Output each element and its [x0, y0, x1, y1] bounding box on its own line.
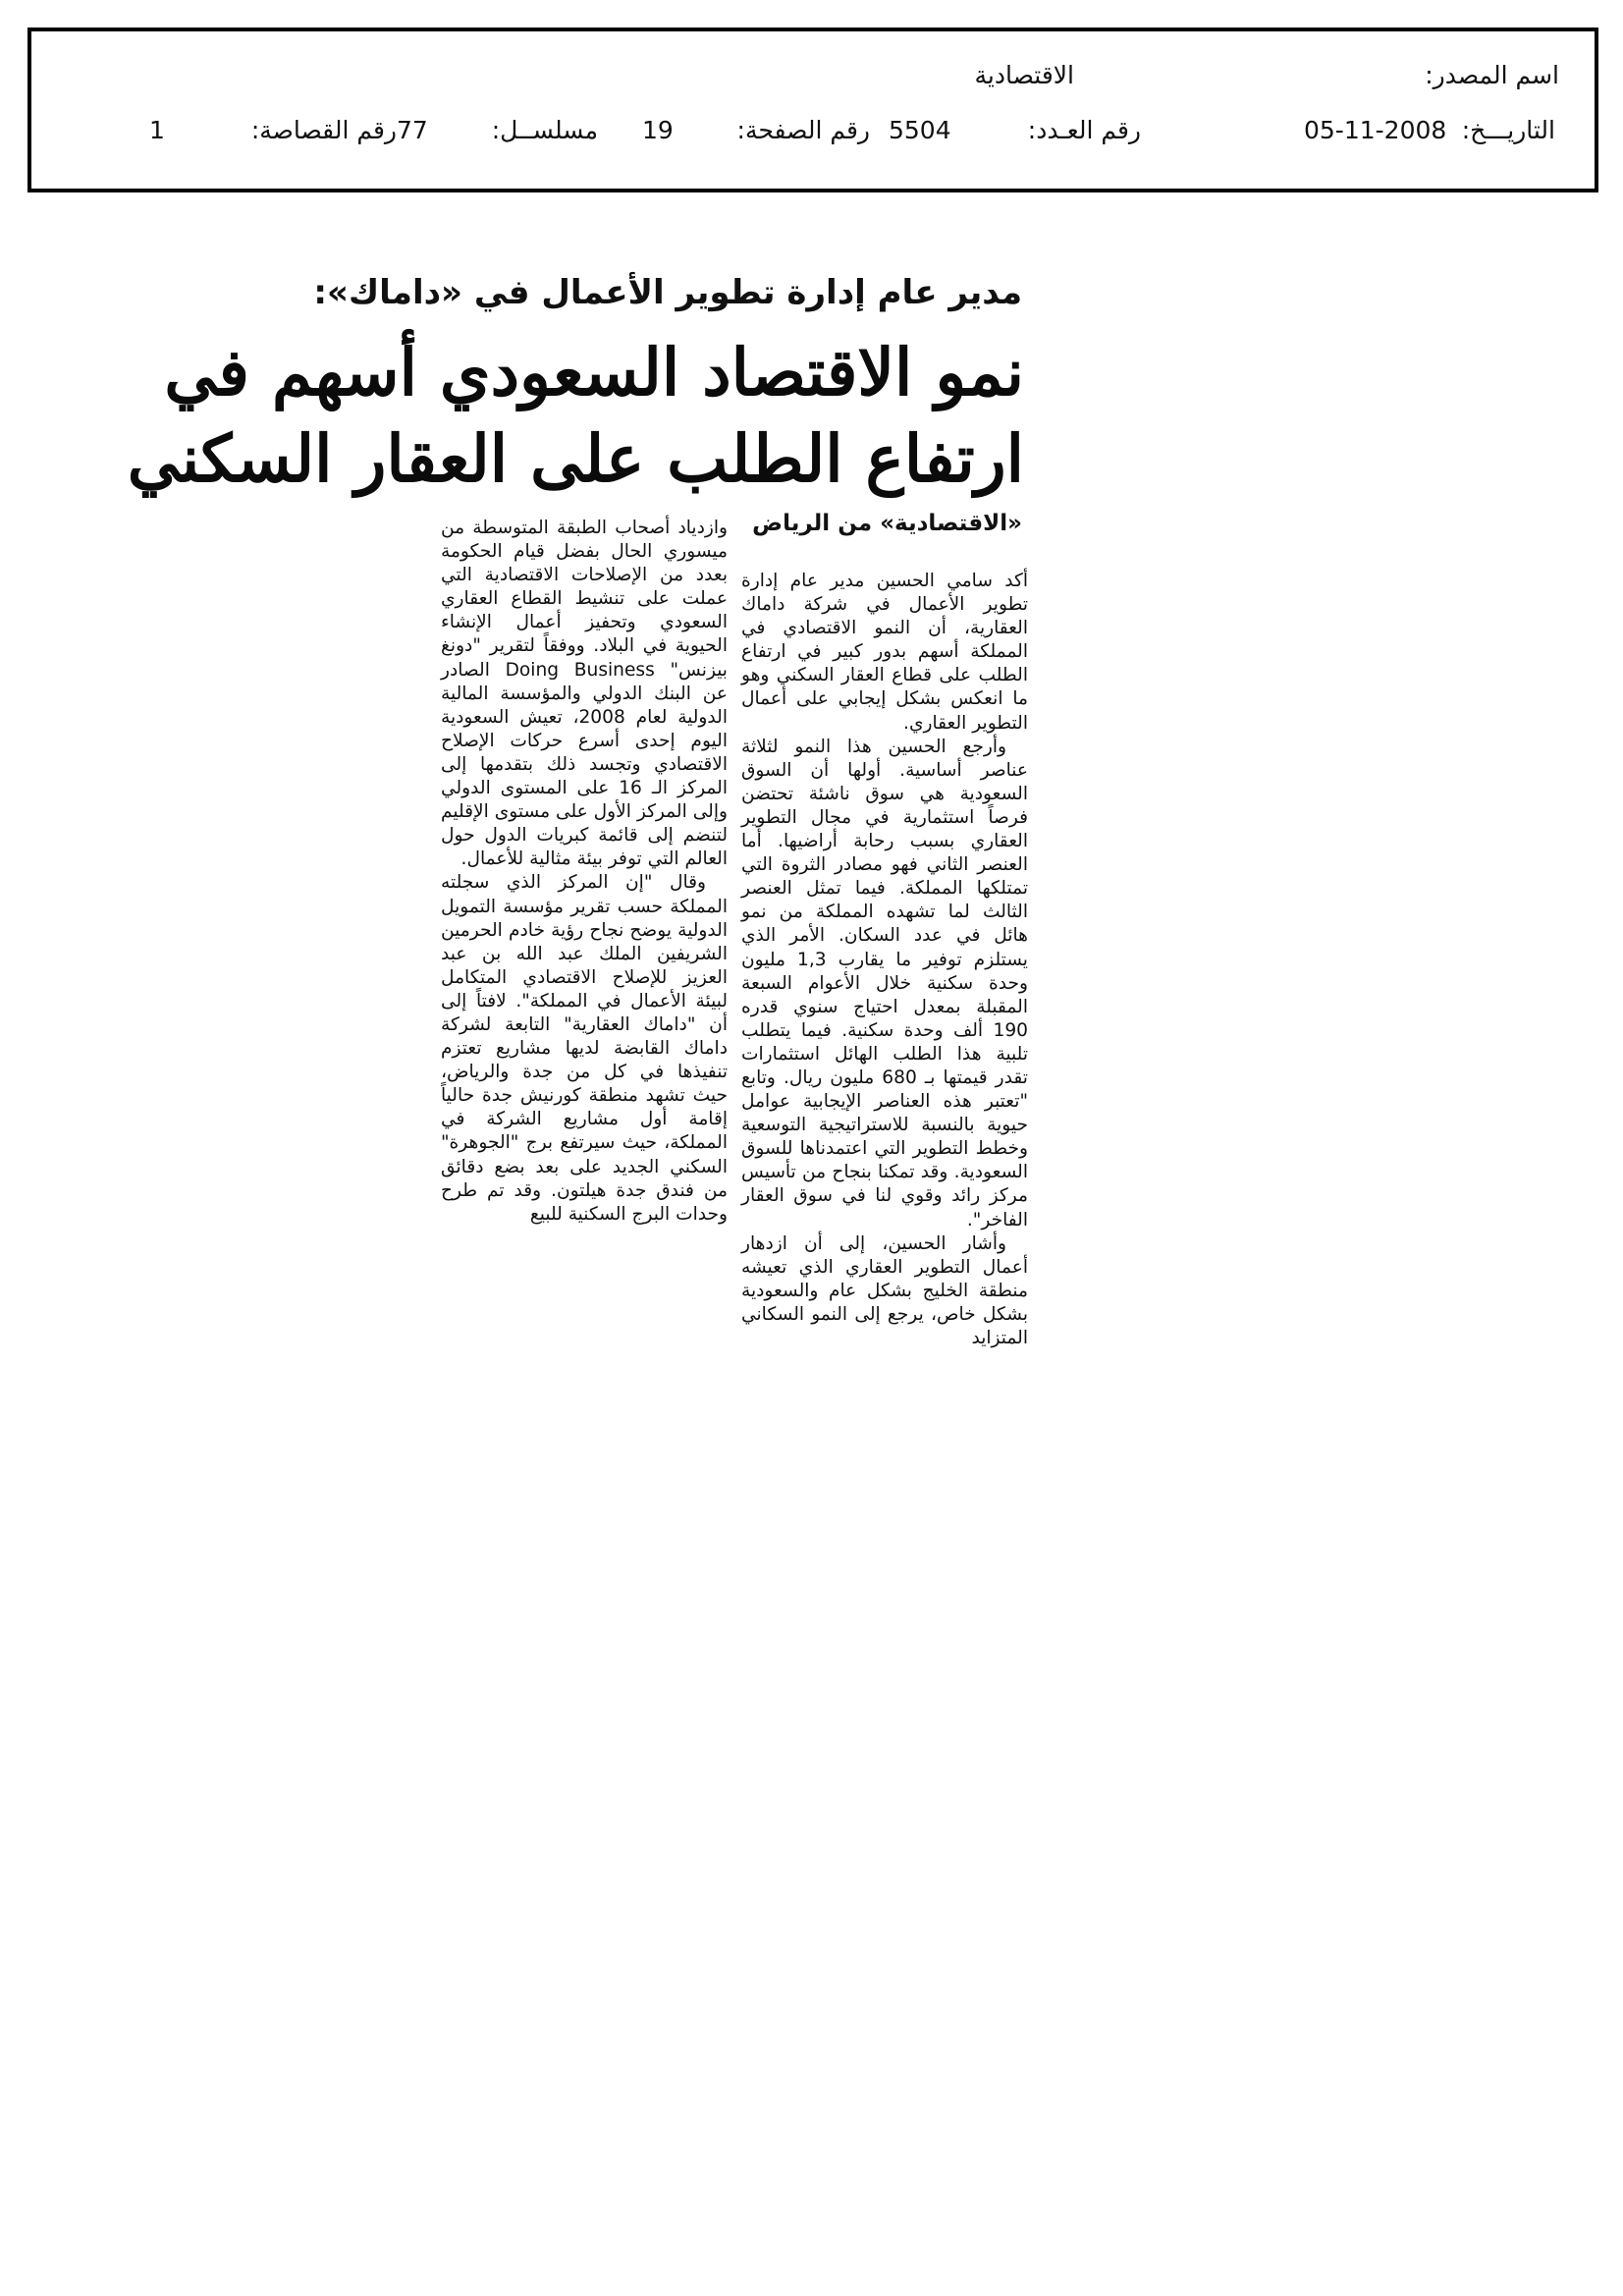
headline-line-1: نمو الاقتصاد السعودي أسهم في: [164, 334, 1024, 410]
date-label: التاريـــخ:: [1461, 116, 1555, 144]
column-cut-edge: [741, 1565, 1028, 1585]
newspaper-clipping: [127, 257, 1032, 1585]
page-value: 19: [642, 116, 674, 144]
article-column-right: [741, 570, 1028, 1585]
serial-label: مسلســل:: [491, 116, 598, 144]
source-label: اسم المصدر:: [1425, 61, 1559, 89]
column-cut-edge: [441, 1565, 728, 1585]
headline-line-2: ارتفاع الطلب على العقار السكني: [127, 420, 1024, 497]
paragraph: وقال "إن المركز الذي سجلته المملكة حسب تقرير مؤسسة التمويل الدولية يوضح نجاح رؤية خادم الحرمين الشريفين الملك عبد الله بن عبد العزيز للإصلاح الاقتصادي المتكامل لبيئة الأعمال في المملكة". لافتاً إلى أن "داماك العقارية" التابعة لشركة داماك القابضة لديها مشاريع تعتزم تنفيذها في كل من جدة والرياض، حيث تشهد منطقة كورنيش جدة حالياً إقامة أول مشاريع الشركة في المملكة، حيث سيرتفع برج "الجوهرة" السكني الجديد على بعد بضع دقائق من فندق جدة هيلتون. وقد تم طرح وحدات البرج السكنية للبيع: [441, 872, 728, 1225]
serial-value: 77: [397, 116, 428, 144]
paragraph: وأشار الحسين، إلى أن ازدهار أعمال التطوير العقاري الذي تعيشه منطقة الخليج بشكل عام والسعودية بشكل خاص، يرجع إلى النمو السكاني المتزايد: [741, 1232, 1028, 1348]
article-column-left: [441, 517, 728, 1585]
paragraph: وأرجع الحسين هذا النمو لثلاثة عناصر أساسية. أولها أن السوق السعودية هي سوق ناشئة تحتضن فرصاً استثمارية في مجال التطوير العقاري بسبب رحابة أراضيها. أما العنصر الثاني فهو مصادر الثروة التي تمتلكها المملكة. فيما تمثل العنصر الثالث لما تشهده المملكة من نمو هائل في عدد السكان. الأمر الذي يستلزم توفير ما يقارب 1,3 مليون وحدة سكنية خلال الأعوام السبعة المقبلة بمعدل احتياج سنوي قدره 190 ألف وحدة سكنية. فيما يتطلب تلبية هذا الطلب الهائل استثمارات تقدر قيمتها بـ 680 مليون ريال. وتابع "تعتبر هذه العناصر الإيجابية عوامل حيوية بالنسبة للاستراتيجية التوسعية وخطط التطوير التي اعتمدناها للسوق السعودية. وقد تمكنا بنجاح من تأسيس مركز رائد وقوي لنا في سوق العقار الفاخر".: [741, 736, 1028, 1230]
source-value: الاقتصادية: [974, 61, 1074, 89]
clip-label: رقم القصاصة:: [250, 116, 397, 144]
issue-label: رقم العـدد:: [1027, 116, 1141, 144]
article-kicker: مدير عام إدارة تطوير الأعمال في «داماك»:: [313, 273, 1022, 312]
clip-value: 1: [149, 116, 165, 144]
paragraph: أكد سامي الحسين مدير عام إدارة تطوير الأعمال في شركة داماك العقارية، أن النمو الاقتصادي في المملكة أسهم بدور كبير في ارتفاع الطلب على قطاع العقار السكني وهو ما انعكس بشكل إيجابي على أعمال التطوير العقاري.: [741, 571, 1028, 734]
clipping-header-box: [27, 27, 1598, 192]
paragraph: وازدياد أصحاب الطبقة المتوسطة من ميسوري الحال بفضل قيام الحكومة بعدد من الإصلاحات الاقتصادية التي عملت على تنشيط القطاع العقاري السعودي وتحفيز أعمال الإنشاء الحيوية في البلاد. ووفقاً لتقرير "دونغ بيزنس" Doing Business الصادر عن البنك الدولي والمؤسسة المالية الدولية لعام 2008، تعيش السعودية اليوم إحدى أسرع حركات الإصلاح الاقتصادي وتجسد ذلك بتقدمها إلى المركز الـ 16 على المستوى الدولي وإلى المركز الأول على مستوى الإقليم لتنضم إلى قائمة كبريات الدول حول العالم التي توفر بيئة مثالية للأعمال.: [441, 518, 729, 870]
date-value: 05-11-2008: [1304, 116, 1447, 144]
page-label: رقم الصفحة:: [736, 116, 870, 144]
byline: «الاقتصادية» من الرياض: [752, 511, 1022, 536]
issue-value: 5504: [889, 116, 951, 144]
